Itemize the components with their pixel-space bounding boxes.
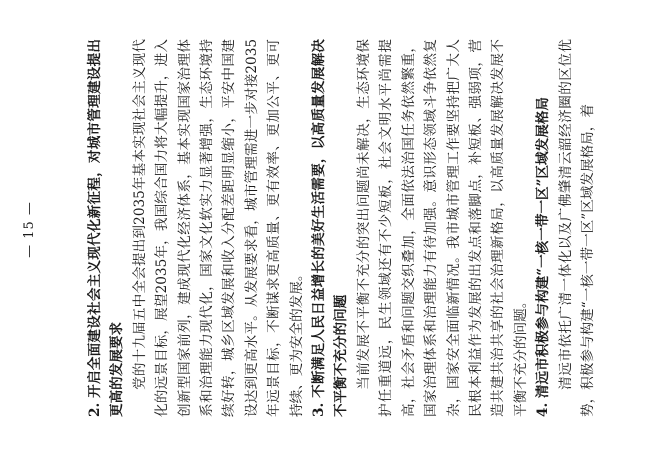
page-number: — 15 — — [22, 201, 37, 258]
section-heading-4: 4. 清远市积极参与构建“一核一带一区”区域发展格局 — [535, 96, 552, 417]
paragraph-3-body: 当前发展不平衡不充分的突出问题尚未解决，生态环境保护任重道远，民生领域还有不少短板，社会文明水平尚需提高，社会矛盾和问题交织叠加，全面依法治国任务依然繁重，国家治理体系和治理能力有待加强。意识形态领域斗争依然复杂，国家安全面临新情况。我市城市管理工作要坚持把广大人民根本利益作为发展的出发点和落脚点，补短板、强弱项，营造共建共治共享的社会治理新格局，以高质量发展解决发展不平衡不充分的问题。 — [355, 39, 529, 417]
section-heading-3: 3. 不断满足人民日益增长的美好生活需要，以高质量发展解决不平衡不充分的问题 — [311, 39, 350, 417]
section-heading-2: 2. 开启全面建设社会主义现代化新征程，对城市管理建设提出更高的发展要求 — [87, 39, 126, 417]
document-body — [84, 39, 599, 417]
paragraph-2-body: 党的十九届五中全会提出到2035年基本实现社会主义现代化的远景目标，展望2035年，我国综合国力将大幅提升，进入创新型国家前列，建成现代化经济体系，基本实现国家治理体系和治理能力现代化，国家文化软实力显著增强，生态环境持续好转，城乡区域发展和收入分配差距明显缩小，平安中国建设达到更高水平。从发展要求看，城市管理需进一步对接2035年远景目标，不断谋求更高质量、更有效率、更加公平、更可持续、更为安全的发展。 — [131, 39, 305, 417]
paragraph-4-body: 清远市依托广清一体化以及广佛肇清云韶经济圈的区位优势，积极参与构建“一核一带一区”区域发展格局，着 — [557, 39, 596, 417]
